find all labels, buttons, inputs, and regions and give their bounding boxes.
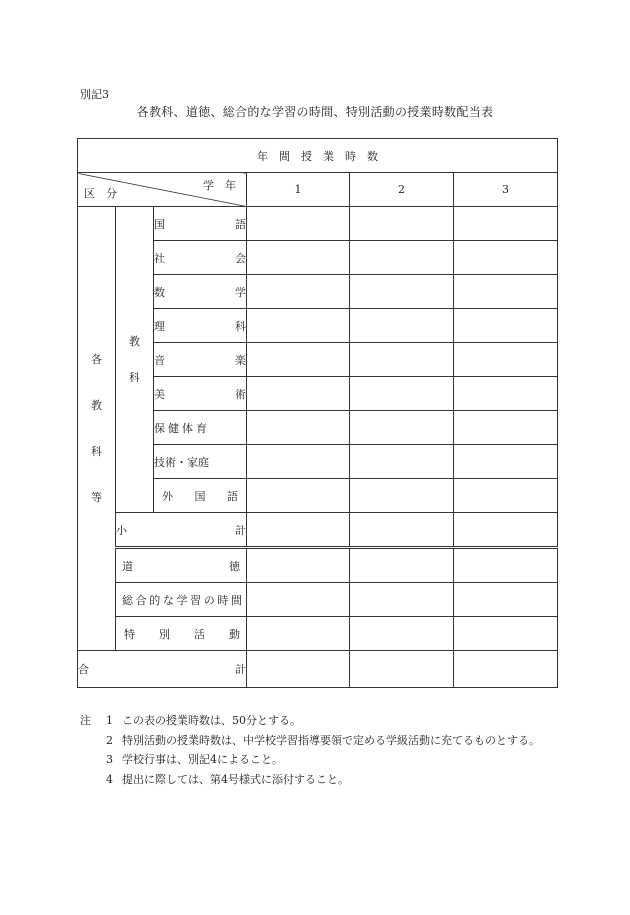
hours-cell	[454, 617, 558, 651]
hours-cell	[454, 343, 558, 377]
hours-cell	[350, 513, 454, 548]
hours-cell	[350, 343, 454, 377]
hours-cell	[350, 548, 454, 583]
subject-hoken-taiiku: 保 健 体 育	[154, 411, 247, 445]
hours-cell	[350, 241, 454, 275]
notes-lead: 注	[80, 714, 91, 727]
subject-gaikokugo: 外 国 語	[154, 479, 247, 513]
hours-cell	[350, 411, 454, 445]
note-item: 4 提出に際しては、第4号様式に添付すること。	[106, 772, 349, 786]
row-dotoku: 道 徳	[116, 548, 247, 583]
corner-cell	[78, 173, 247, 207]
hours-cell	[247, 513, 350, 548]
hours-cell	[247, 479, 350, 513]
corner-grade-label: 学 年	[203, 179, 236, 192]
subject-gijutsu-katei: 技術・家庭	[154, 445, 247, 479]
grade-3-header: 3	[454, 173, 558, 207]
subject-ongaku: 音 楽	[154, 343, 247, 377]
hours-cell	[247, 651, 350, 688]
hours-cell	[454, 548, 558, 583]
hours-cell	[454, 479, 558, 513]
subject-shakai: 社 会	[154, 241, 247, 275]
subject-rika: 理 科	[154, 309, 247, 343]
notes-section	[80, 711, 570, 789]
corner-kubun-label: 区 分	[84, 187, 117, 200]
hours-cell	[247, 309, 350, 343]
hours-cell	[454, 241, 558, 275]
hours-cell	[454, 583, 558, 617]
hours-cell	[247, 377, 350, 411]
hours-cell	[454, 207, 558, 241]
hours-cell	[247, 548, 350, 583]
group-label-cell: 各 教 科 等	[78, 207, 116, 651]
hours-table	[77, 138, 558, 688]
hours-cell	[454, 445, 558, 479]
subject-bijutsu: 美 術	[154, 377, 247, 411]
subject-sugaku: 数 学	[154, 275, 247, 309]
hours-cell	[247, 207, 350, 241]
note-item: 2 特別活動の授業時数は、中学校学習指導要領で定める学級活動に充てるものとする。	[106, 733, 540, 747]
grade-1-header: 1	[247, 173, 350, 207]
hours-cell	[350, 479, 454, 513]
hours-cell	[247, 241, 350, 275]
hours-cell	[454, 651, 558, 688]
hours-cell	[247, 343, 350, 377]
hours-cell	[350, 309, 454, 343]
subtotal-label: 小 計	[116, 513, 247, 548]
hours-cell	[454, 377, 558, 411]
hours-cell	[247, 583, 350, 617]
subgroup-label-cell: 教 科	[116, 207, 154, 513]
grade-2-header: 2	[350, 173, 454, 207]
note-item: 3 学校行事は、別記4によること。	[106, 753, 283, 766]
table-header: 年 間 授 業 時 数	[78, 139, 558, 173]
row-tokubetsu-katsudo: 特 別 活 動	[116, 617, 247, 651]
row-sogo-gakushu: 総 合 的 な 学 習 の 時 間	[116, 583, 247, 617]
hours-cell	[454, 411, 558, 445]
hours-cell	[350, 445, 454, 479]
hours-cell	[350, 617, 454, 651]
hours-cell	[247, 617, 350, 651]
hours-cell	[350, 583, 454, 617]
document-title: 各教科、道徳、総合的な学習の時間、特別活動の授業時数配当表	[136, 105, 494, 119]
hours-cell	[247, 411, 350, 445]
hours-cell	[454, 513, 558, 548]
document-label: 別記3	[80, 88, 109, 101]
hours-cell	[454, 275, 558, 309]
hours-cell	[350, 651, 454, 688]
hours-cell	[454, 309, 558, 343]
subject-kokugo: 国 語	[154, 207, 247, 241]
hours-cell	[247, 275, 350, 309]
hours-cell	[350, 207, 454, 241]
total-label: 合 計	[78, 651, 247, 688]
hours-cell	[350, 275, 454, 309]
hours-cell	[247, 445, 350, 479]
note-item: 注 1 この表の授業時数は、50分とする。	[80, 711, 570, 731]
hours-cell	[350, 377, 454, 411]
